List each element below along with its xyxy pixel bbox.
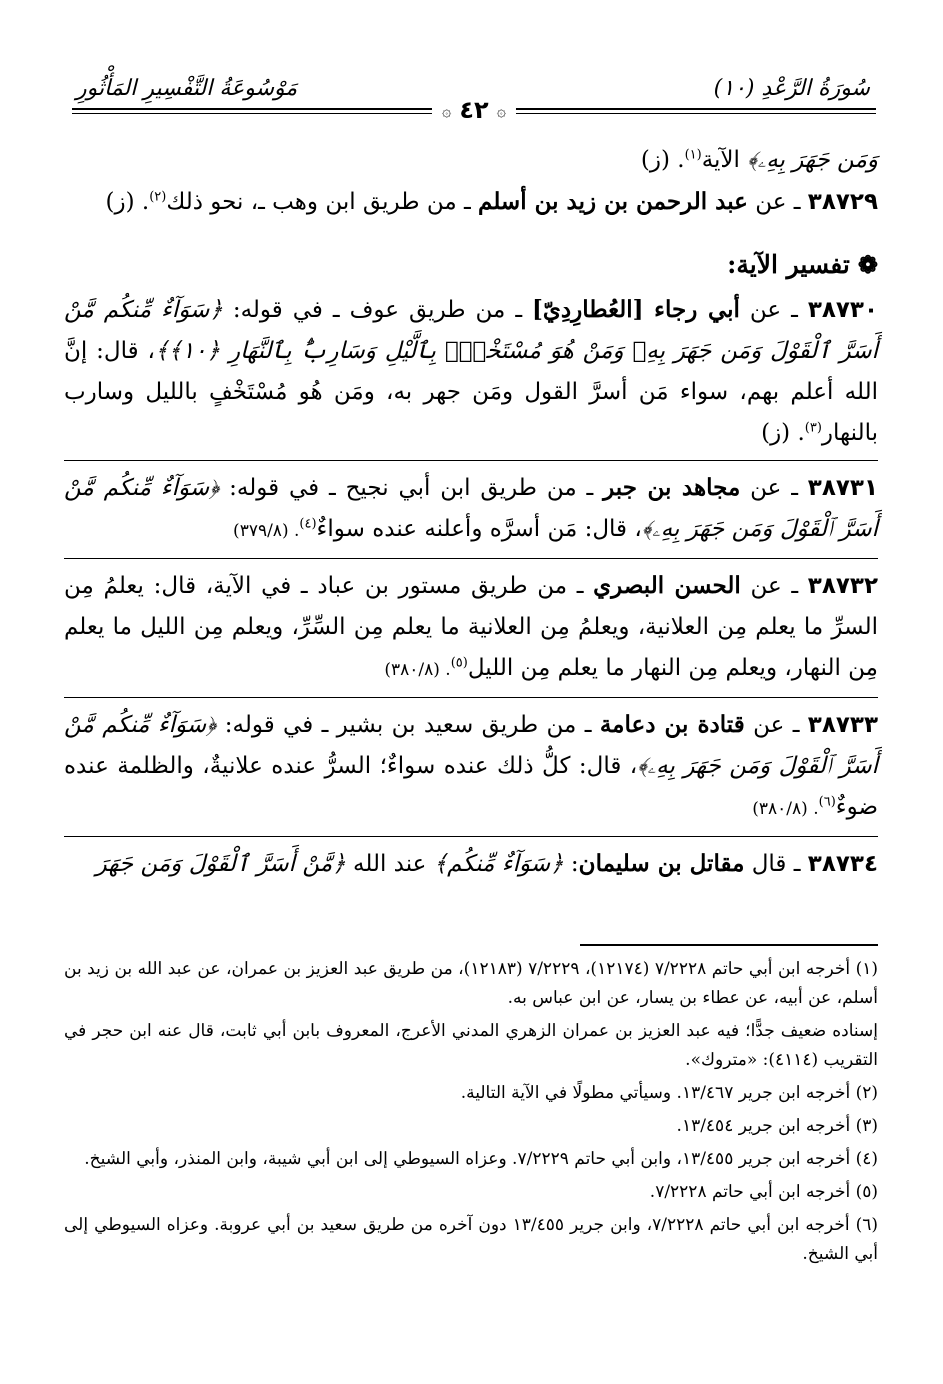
text: ـ من طريق سعيد بن بشير ـ في قوله: [216,712,600,738]
footnote-6: (٦) أخرجه ابن أبي حاتم ٧/٢٢٢٨، وابن جرير ١٣/٤٥٥ دون آخره من طريق سعيد بن أبي عروبة. وعزاه السيوطي إلى أبي الشيخ. [64,1215,879,1264]
text: ـ عن [740,475,808,501]
quran-quote: ﴿مَّنْ أَسَرَّ ٱلْقَوْلَ وَمَن جَهَرَ [95,851,346,877]
footnote-marker[interactable]: (٢) [149,189,167,205]
volume-reference: . (٣٨٠/٨) [384,660,451,680]
flower-icon: ❁ [857,250,878,279]
narration-number: ٣٨٧٣٤ [807,851,878,877]
narrator-name: قتادة بن دعامة [599,711,745,738]
text: ـ من طريق عوف ـ في قوله: [222,297,533,323]
footnote-2: (٢) أخرجه ابن جرير ١٣/٤٦٧. وسيأتي مطولًا في الآية التالية. [460,1083,878,1103]
source-tag: . (ز) [640,147,685,173]
quran-quote: ﴿سَوَآءٌ مِّنكُم مَّنْ أَسَرَّ ٱلْقَوْلَ وَمَن جَهَرَ بِهِۦ وَمَنْ هُوَ مُسْتَخْفٍۭ بِٱلَّيْلِ وَسَارِبٌۢ بِٱلنَّهَارِ ﴿١٠﴾﴾ [64,297,879,364]
quran-quote: ﴿سَوَآءٌ مِّنكُم مَّنْ أَسَرَّ ٱلْقَوْلَ وَمَن جَهَرَ بِهِۦ﴾ [64,712,878,779]
narration-38734 [64,836,878,885]
text: ، قال: مَن أسرَّه وأعلنه عنده سواءٌ [316,516,642,542]
source-tag: . (ز) [761,420,805,446]
text: ـ عن [744,712,808,738]
text: ، قال: كلُّ ذلك عنده سواءٌ؛ السرُّ عنده علانيةٌ، والظلمة عنده ضوءٌ [64,753,878,820]
text: ـ عن [740,573,808,599]
footnote-marker[interactable]: (٦) [818,794,836,810]
section-heading-text: تفسير الآية: [727,250,850,279]
ornament-right-icon: ۞ [496,100,507,120]
footnote-marker[interactable]: (١) [684,147,702,163]
footnote-1: (١) أخرجه ابن أبي حاتم ٧/٢٢٢٨ (١٢١٧٤)، ٧/٢٢٢٩ (١٢١٨٣)، من طريق عبد العزيز بن عمران، عن عبد الله بن زيد بن أسلم، عن أبيه، عن عطاء بن يسار، عن ابن عباس به. [64,959,878,1008]
footnote-marker[interactable]: (٤) [299,516,317,532]
text: ـ من طريق ابن وهب ـ، نحو ذلك [166,189,479,215]
narrator-name: الحسن البصري [593,572,741,599]
surah-title: سُورَةُ الرَّعْدِ (١٠) [713,76,870,101]
narration-38730 [64,289,878,454]
footnotes [64,955,878,1273]
ornament-left-icon: ۞ [441,100,452,120]
text: ـ عن [739,297,808,323]
narrator-name: مجاهد بن جبر [603,474,741,501]
text: ـ من طريق ابن أبي نجيح ـ في قوله: [219,475,604,501]
narration-38733 [64,697,878,830]
footnote-marker[interactable]: (٥) [450,655,468,671]
narration-38731 [64,460,878,552]
main-text [64,140,878,885]
narrator-name: عبد الرحمن بن زيد بن أسلم [478,188,748,215]
quran-quote: وَمَن جَهَرَ بِهِۦ﴾ [747,147,878,173]
footnote-5: (٥) أخرجه ابن أبي حاتم ٧/٢٢٢٨. [649,1182,878,1202]
running-header [72,72,876,128]
continued-line [64,140,878,181]
book-title: مَوْسُوعَةُ التَّفْسِيرِ المَأْثُورِ [76,76,298,101]
page-number: ٤٢ [459,96,489,124]
quran-quote: ﴿سَوَآءٌ مِّنكُم﴾ [433,851,564,877]
volume-reference: . (٣٧٩/٨) [233,521,300,541]
text: ، قال: إنَّ الله أعلم بهم، سواء مَن أسرَّ القول ومَن جهر به، ومَن هُو مُسْتَخْفٍ بالليل وسارب بالنهار [64,338,878,446]
narration-number: ٣٨٧٢٩ [807,189,878,215]
narration-number: ٣٨٧٣٣ [807,712,878,738]
text: الآية [701,147,748,173]
narration-38732 [64,558,878,691]
narration-number: ٣٨٧٣٠ [807,297,879,323]
footnote-1-note: إسناده ضعيف جدًّا؛ فيه عبد العزيز بن عمران الزهري المدني الأعرج، المعروف بابن أبي ثابت، قال عنه ابن حجر في التقريب (٤١١٤): «متروك». [64,1021,878,1070]
narrator-name: مقاتل بن سليمان [578,850,745,877]
section-heading [64,247,878,283]
quran-quote: ﴿سَوَآءٌ مِّنكُم مَّنْ أَسَرَّ ٱلْقَوْلَ وَمَن جَهَرَ بِهِۦ﴾ [64,475,878,542]
footnote-marker[interactable]: (٣) [804,420,822,436]
footnote-separator [580,944,878,946]
narrator-name: أبي رجاء [العُطارِدِيّ] [532,296,740,323]
source-tag: . (ز) [105,189,150,215]
narration-number: ٣٨٧٣٢ [807,573,878,599]
page-number-box [432,96,516,124]
text: ـ عن [747,189,808,215]
text: ـ قال [744,851,808,877]
narration-38729 [64,181,878,223]
text: عند الله [345,851,434,877]
footnote-3: (٣) أخرجه ابن جرير ١٣/٤٥٤. [676,1116,878,1136]
footnote-4: (٤) أخرجه ابن جرير ١٣/٤٥٥، وابن أبي حاتم ٧/٢٢٢٩. وعزاه السيوطي إلى ابن أبي شيبة، وابن المنذر، وأبي الشيخ. [84,1149,878,1169]
volume-reference: . (٣٨٠/٨) [752,799,819,819]
text: : [563,851,579,877]
text: ـ من طريق مستور بن عباد ـ في الآية، قال: يعلمُ مِن السرِّ ما يعلم مِن العلانية، ويعلمُ مِن العلانية ما يعلم مِن السِّرِّ، ويعلم مِن الليل ما يعلم مِن النهار، ويعلم مِن النهار ما يعلم مِن الليل [64,573,878,681]
narration-number: ٣٨٧٣١ [807,475,878,501]
